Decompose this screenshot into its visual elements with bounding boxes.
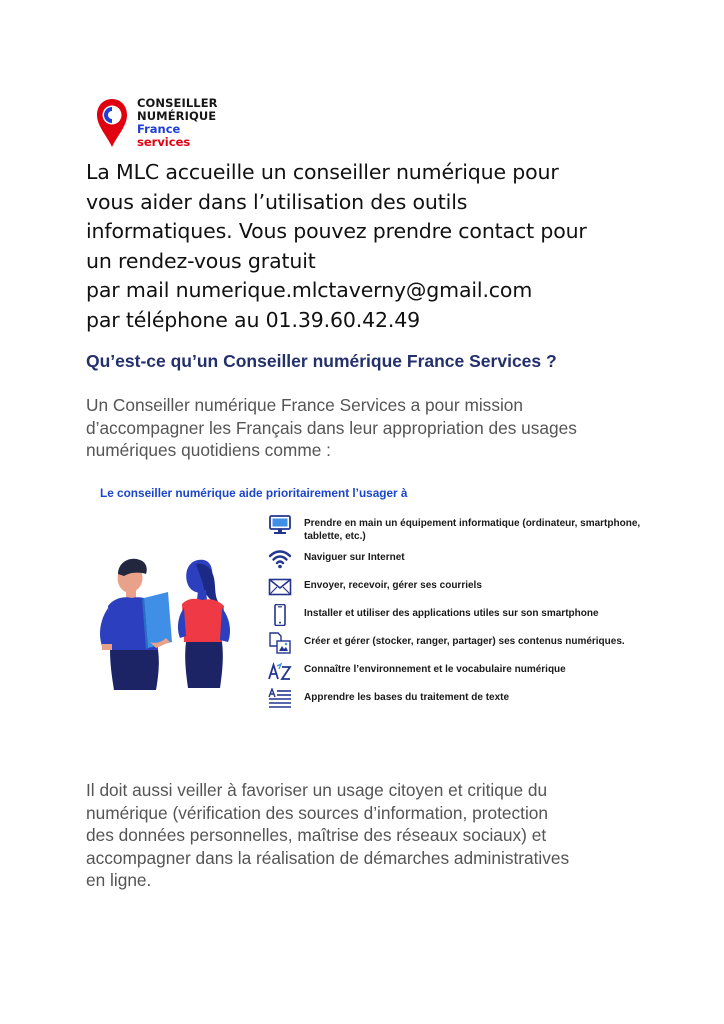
paragraph-line: numériques quotidiens comme :	[86, 440, 331, 460]
paragraph-line: en ligne.	[86, 870, 152, 890]
list-item-label: Connaître l’environnement et le vocabulaire numérique	[304, 664, 566, 675]
a-to-z-icon	[268, 660, 292, 682]
list-item-label: Prendre en main un équipement informatique (ordinateur, smartphone, tablette, etc.)	[304, 518, 641, 542]
list-item-label: Naviguer sur Internet	[304, 552, 405, 563]
location-pin-icon	[95, 98, 129, 148]
logo-line-3: France	[137, 122, 181, 136]
computer-icon	[268, 514, 292, 536]
section-heading: Qu’est-ce qu’un Conseiller numérique France Services ?	[86, 351, 557, 371]
intro-line: vous aider dans l’utilisation des outils	[86, 189, 468, 214]
intro-phone-line: par téléphone au 01.39.60.42.49	[86, 307, 421, 332]
list-item-label: Créer et gérer (stocker, ranger, partager) ses contenus numériques.	[304, 636, 625, 647]
conseiller-numerique-logo	[95, 96, 235, 152]
infographic-title: Le conseiller numérique aide prioritairement l’usager à	[100, 486, 408, 500]
paragraph-line: Un Conseiller numérique France Services a pour mission	[86, 395, 524, 415]
intro-announcement	[86, 158, 686, 336]
people-illustration	[86, 546, 251, 696]
paragraph-line: Il doit aussi veiller à favoriser un usage citoyen et critique du	[86, 780, 548, 800]
paragraph-line: accompagner dans la réalisation de démarches administratives	[86, 847, 570, 868]
logo-line-1: CONSEILLER	[137, 96, 218, 110]
intro-line: informatiques. Vous pouvez prendre contact pour	[86, 219, 587, 244]
intro-email-line: par mail numerique.mlctaverny@gmail.com	[86, 278, 533, 303]
text-document-icon	[268, 688, 292, 710]
paragraph-line: des données personnelles, maîtrise des réseaux sociaux) et	[86, 825, 547, 845]
wifi-icon	[268, 548, 292, 570]
logo-wordmark	[137, 97, 218, 149]
list-item-label: Installer et utiliser des applications utiles sur son smartphone	[304, 608, 599, 619]
infographic	[86, 480, 666, 720]
files-icon	[268, 632, 292, 654]
logo-line-2: NUMÉRIQUE	[137, 109, 217, 123]
intro-line: La MLC accueille un conseiller numérique pour	[86, 160, 559, 184]
paragraph-line: numérique (vérification des sources d’information, protection	[86, 802, 549, 823]
citizen-usage-paragraph	[86, 779, 676, 892]
paragraph-line: d’accompagner les Français dans leur appropriation des usages	[86, 417, 577, 438]
mission-paragraph	[86, 394, 676, 462]
smartphone-icon	[268, 604, 292, 626]
envelope-icon	[268, 576, 292, 598]
intro-line: un rendez-vous gratuit	[86, 248, 316, 273]
list-item-label: Envoyer, recevoir, gérer ses courriels	[304, 580, 482, 591]
logo-line-4: services	[137, 135, 191, 149]
list-item-label: Apprendre les bases du traitement de texte	[304, 692, 510, 703]
